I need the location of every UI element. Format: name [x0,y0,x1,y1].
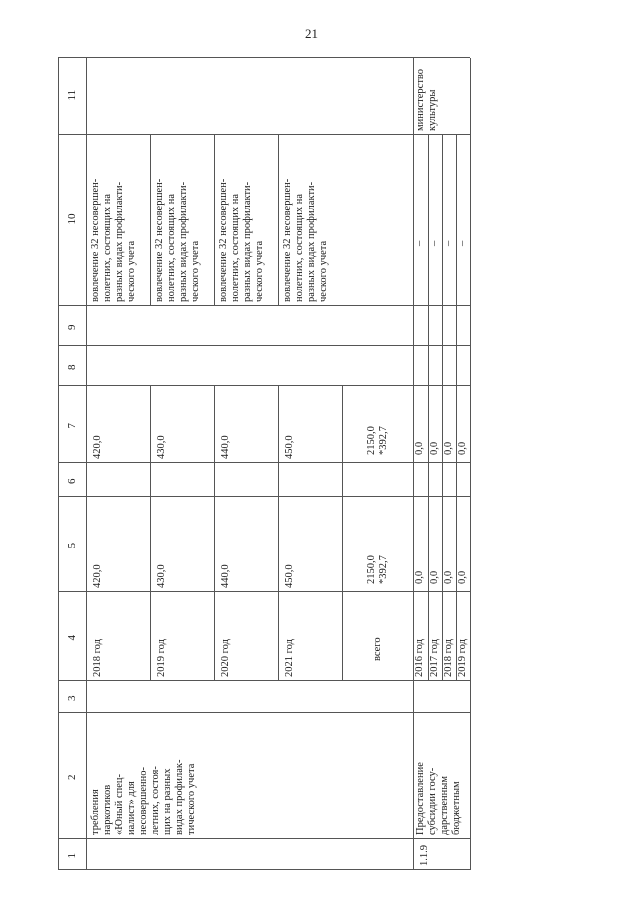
column-boundary [58,680,470,681]
row-a-col10-1-3: ческого учета [190,240,201,302]
page-number: 21 [305,26,318,41]
header-cell-7: 7 [66,423,78,429]
row-a-year-3: 2021 год [284,639,295,677]
header-cell-2: 2 [66,774,78,780]
header-cell-4: 4 [66,635,78,641]
row-b-year-0: 2016 год [414,639,425,677]
header-cell-9: 9 [66,324,78,330]
row-b-col5-1: 0,0 [429,570,440,584]
row-a-year-0: 2018 год [92,639,103,677]
year-row-boundary [214,386,215,681]
row-b-col5-2: 0,0 [443,570,454,584]
row-a-col5-1: 430,0 [156,564,167,588]
row-a-name-1: наркотиков [102,784,113,835]
row-b-col10-0: – [414,240,425,246]
header-cell-5: 5 [66,543,78,549]
row-a-col10-3-0: вовлечение 32 несовершен- [282,178,293,302]
row-a-year-1: 2019 год [156,639,167,677]
row-a-col10-3-1: нолетних, состоящих на [294,194,305,302]
row-b-col7-2: 0,0 [443,441,454,455]
column-boundary [58,591,470,592]
row-b-col11-1: культуры [427,89,438,131]
row-a-col10-0-1: нолетних, состоящих на [102,194,113,302]
header-cell-8: 8 [66,364,78,370]
column-boundary [58,496,470,497]
row-b-name-1: субсидии госу- [427,767,438,835]
row-b-col7-0: 0,0 [414,441,425,455]
row-a-col10-1-2: разных видах профилакти- [178,181,189,302]
row-a-col5-0: 420,0 [92,564,103,588]
year-row-boundary [150,135,151,306]
row-a-total-col5-0: 2150,0 [366,555,377,584]
year-row-boundary [150,386,151,681]
row-a-col5-3: 450,0 [284,564,295,588]
row-a-total-col7-0: 2150,0 [366,426,377,455]
column-boundary [58,385,470,386]
header-cell-11: 11 [66,89,78,101]
row-b-col11-0: министерство [415,68,426,131]
year-row-boundary [214,135,215,306]
column-boundary [58,712,470,713]
row-a-col7-3: 450,0 [284,435,295,459]
row-a-total-col7-1: *392,7 [378,426,389,455]
row-a-name-2: «Юный спец- [114,773,125,835]
header-cell-1: 1 [66,853,78,859]
header-cell-10: 10 [66,213,78,225]
row-a-name-5: летних, состоя- [150,766,161,835]
row-a-col10-0-2: разных видах профилакти- [114,181,125,302]
row-b-col10-2: – [443,240,454,246]
year-row-boundary [456,135,457,681]
row-b-name-3: бюджетным [451,781,462,835]
row-a-col10-2-3: ческого учета [254,240,265,302]
year-row-boundary [442,135,443,681]
column-boundary [58,305,470,306]
row-b-number: 1.1.9 [419,845,430,866]
row-a-col10-3-2: разных видах профилакти- [306,181,317,302]
row-a-col10-1-1: нолетних, состоящих на [166,194,177,302]
header-cell-6: 6 [66,478,78,484]
column-boundary [58,838,470,839]
row-b-col10-1: – [429,240,440,246]
table-edge [58,58,59,870]
table-edge [470,58,471,870]
year-row-boundary [278,135,279,306]
row-a-name-8: тического учета [186,763,197,835]
year-row-boundary [428,135,429,681]
row-a-col10-1-0: вовлечение 32 несовершен- [154,178,165,302]
column-boundary [58,345,470,346]
row-b-col7-3: 0,0 [457,441,468,455]
row-b-year-2: 2018 год [443,639,454,677]
column-boundary [58,134,470,135]
row-a-col7-1: 430,0 [156,435,167,459]
row-a-col7-0: 420,0 [92,435,103,459]
header-cell-3: 3 [66,695,78,701]
row-a-col5-2: 440,0 [220,564,231,588]
year-row-boundary [278,386,279,681]
row-a-name-3: иалист» для [126,781,137,835]
row-b-col5-0: 0,0 [414,570,425,584]
row-b-name-2: дарственным [439,776,450,835]
row-a-total-col5-1: *392,7 [378,555,389,584]
year-row-boundary [342,386,343,681]
row-a-col7-2: 440,0 [220,435,231,459]
row-a-name-0: требления [90,789,101,835]
row-a-col10-0-3: ческого учета [126,240,137,302]
row-b-col5-3: 0,0 [457,570,468,584]
row-a-col10-2-0: вовлечение 32 несовершен- [218,178,229,302]
column-boundary [58,869,470,870]
row-b-year-3: 2019 год [457,639,468,677]
header-row-boundary [86,58,87,870]
row-a-name-7: видах профилак- [174,759,185,835]
row-b-col10-3: – [457,240,468,246]
row-b-year-1: 2017 год [429,639,440,677]
row-a-col10-0-0: вовлечение 32 несовершен- [90,178,101,302]
row-b-col7-1: 0,0 [429,441,440,455]
row-a-col10-3-3: ческого учета [318,240,329,302]
column-boundary [58,462,470,463]
row-a-name-6: щих на разных [162,768,173,835]
row-a-col10-2-2: разных видах профилакти- [242,181,253,302]
row-boundary [413,58,414,870]
row-a-total-label: всего [372,637,383,661]
row-a-name-4: несовершенно- [138,767,149,835]
row-a-col10-2-1: нолетних, состоящих на [230,194,241,302]
column-boundary [58,57,470,58]
row-b-name-0: Предоставление [415,762,426,835]
row-a-year-2: 2020 год [220,639,231,677]
